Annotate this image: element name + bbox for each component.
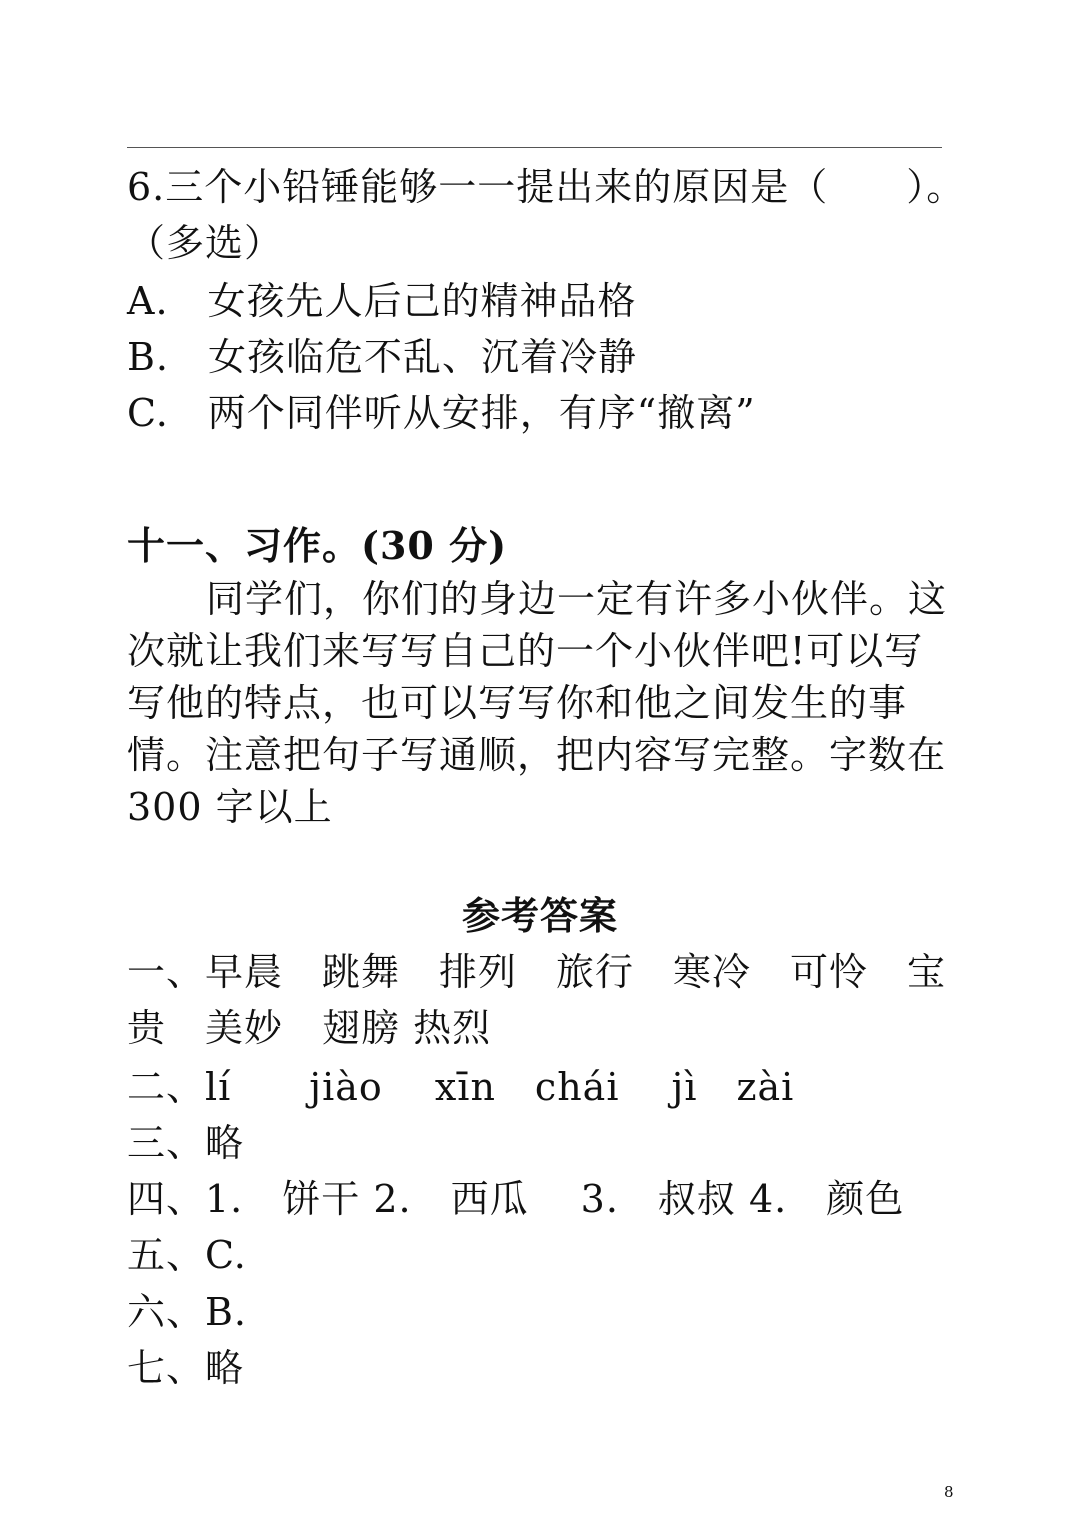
essay-line: 300 字以上 (127, 785, 333, 829)
option-b: B. 女孩临危不乱、沉着冷静 (127, 335, 638, 379)
answers-title: 参考答案 (461, 893, 618, 938)
answer-line: 二、lí jiào xīn chái jì zài (127, 1065, 795, 1109)
essay-heading: 十一、习作。(30 分) (127, 523, 508, 568)
answer-line: 三、略 (127, 1121, 245, 1165)
page-number: 8 (944, 1483, 954, 1501)
essay-line: 次就让我们来写写自己的一个小伙伴吧!可以写 (127, 629, 924, 673)
answer-line: 四、1. 饼干 2. 西瓜 3. 叔叔 4. 颜色 (127, 1177, 905, 1221)
answer-line: 五、C. (127, 1233, 247, 1277)
option-a: A. 女孩先人后己的精神品格 (127, 279, 637, 323)
question-6-stem: 6.三个小铅锤能够一一提出来的原因是（ ）。 (127, 165, 966, 209)
answer-line: 六、B. (127, 1290, 248, 1334)
answer-line: 贵 美妙 翅膀 热烈 (127, 1006, 492, 1050)
answer-line: 七、略 (127, 1346, 245, 1390)
essay-line: 写他的特点，也可以写写你和他之间发生的事 (127, 681, 908, 725)
essay-line: 情。注意把句子写通顺，把内容写完整。字数在 (127, 733, 947, 777)
question-6-note: （多选） (127, 221, 284, 265)
essay-line: 同学们，你们的身边一定有许多小伙伴。这 (206, 577, 948, 621)
option-c: C. 两个同伴听从安排，有序“撤离” (127, 391, 756, 435)
answer-line: 一、早晨 跳舞 排列 旅行 寒冷 可怜 宝 (127, 950, 947, 994)
top-divider (127, 147, 942, 148)
